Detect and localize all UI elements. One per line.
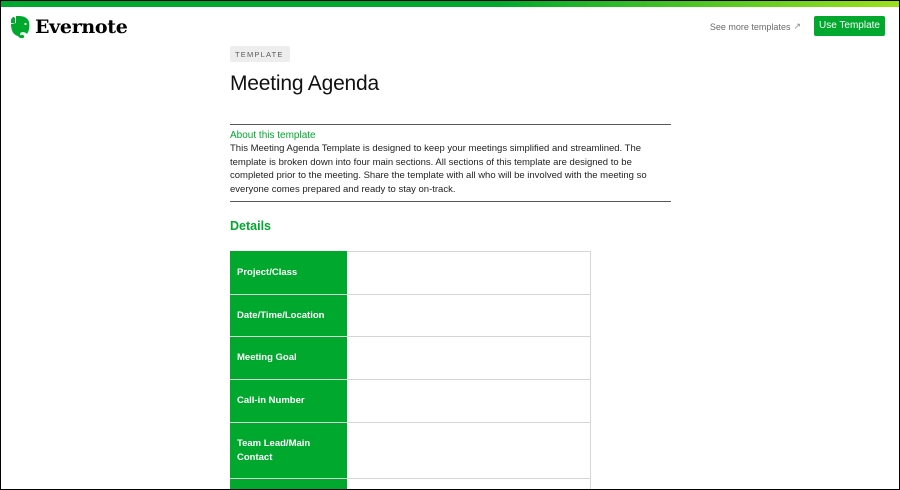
about-section: [230, 124, 671, 202]
row-label: Call-in Number: [231, 380, 347, 423]
row-label: Team Lead/Main Contact: [231, 423, 347, 479]
use-template-button[interactable]: Use Template: [814, 16, 885, 36]
page-title: Meeting Agenda: [230, 72, 379, 95]
elephant-logo-icon: [9, 15, 31, 39]
table-row: [231, 295, 591, 337]
about-line: everyone comes prepared and ready to stay on-track.: [230, 183, 456, 195]
template-badge: TEMPLATE: [230, 46, 290, 62]
brand-name: Evernote: [35, 16, 128, 38]
table-row: [231, 337, 591, 380]
about-line: completed prior to the meeting. Share the template with all who will be involved with the meeting so: [230, 170, 647, 182]
table-row: [231, 252, 591, 295]
row-value-cell[interactable]: [347, 479, 591, 490]
template-content: [230, 44, 671, 233]
see-more-label: See more templates: [709, 21, 791, 32]
about-line: template is broken down into four main sections. All sections of this template are designed to be: [230, 156, 632, 168]
table-row: [231, 479, 591, 490]
about-description: [230, 142, 671, 196]
details-heading: Details: [230, 219, 271, 234]
evernote-logo[interactable]: [9, 15, 128, 39]
about-line: This Meeting Agenda Template is designed to keep your meetings simplified and streamlined. The: [230, 143, 642, 154]
row-value-cell[interactable]: [347, 337, 591, 380]
row-value-cell[interactable]: [347, 380, 591, 423]
external-arrow-icon: ↗: [793, 21, 801, 31]
table-row: [231, 423, 591, 479]
table-row: [231, 380, 591, 423]
details-table: [230, 251, 591, 490]
see-more-templates-link[interactable]: [710, 21, 801, 32]
row-value-cell[interactable]: [347, 295, 591, 337]
row-value-cell[interactable]: [347, 252, 591, 295]
header: [1, 7, 899, 45]
row-label: Project/Class: [231, 252, 347, 295]
row-label: Meeting Goal: [231, 337, 347, 380]
about-heading: About this template: [230, 130, 316, 141]
row-label: Date/Time/Location: [231, 295, 347, 337]
row-label: [231, 479, 347, 490]
row-value-cell[interactable]: [347, 423, 591, 479]
